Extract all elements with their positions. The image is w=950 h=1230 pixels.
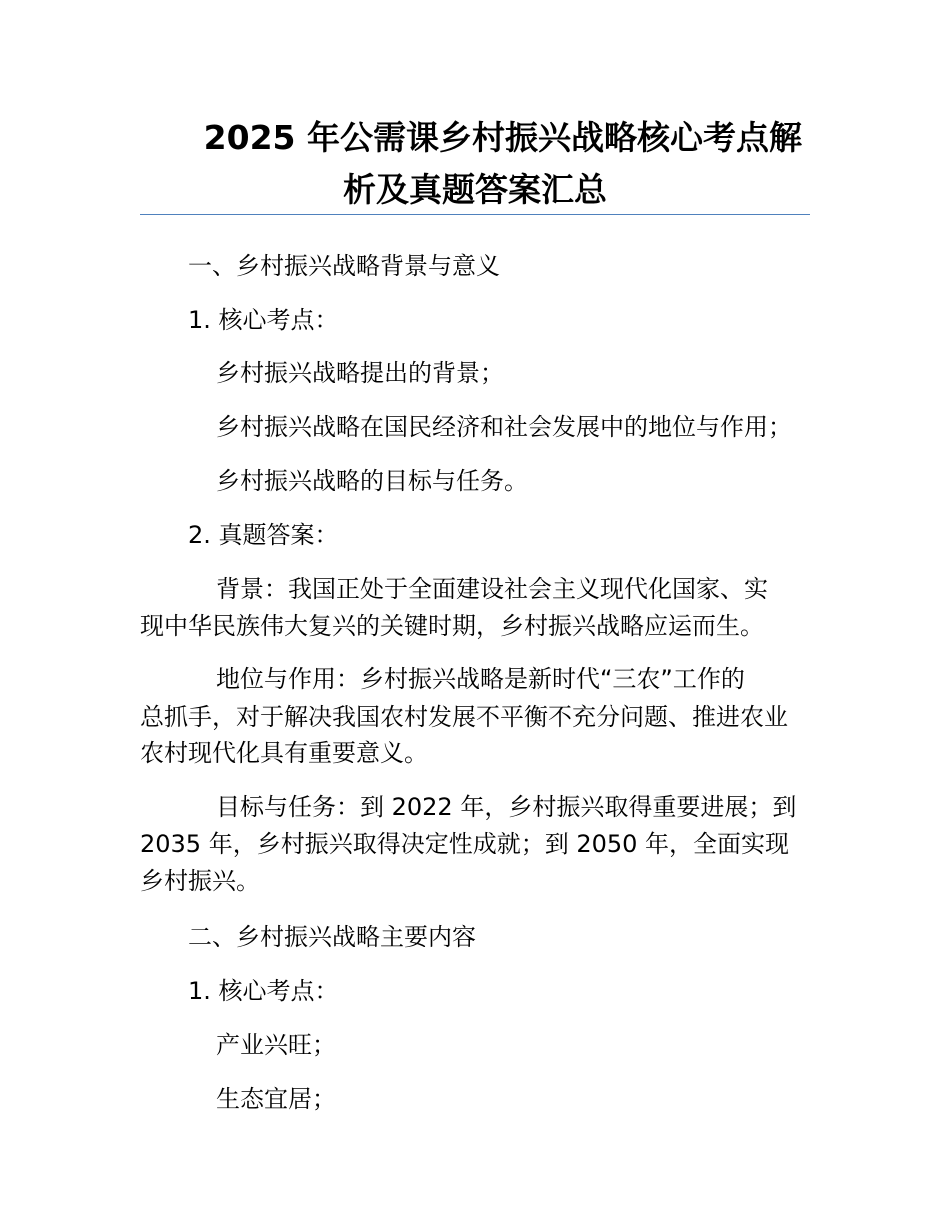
section-1-core-item: 乡村振兴战略在国民经济和社会发展中的地位与作用； (216, 413, 792, 441)
section-2-core-item: 产业兴旺； (216, 1031, 336, 1059)
section-1-core-item: 乡村振兴战略的目标与任务。 (216, 467, 528, 495)
answer-status-line: 地位与作用：乡村振兴战略是新时代“三农”工作的 (216, 665, 745, 693)
answer-status-line: 总抓手，对于解决我国农村发展不平衡不充分问题、推进农业 (140, 703, 788, 731)
title-divider (140, 214, 810, 215)
answer-status-line: 农村现代化具有重要意义。 (140, 739, 428, 767)
section-2-core-item: 生态宜居； (216, 1085, 336, 1113)
answer-goals-line: 目标与任务：到 2022 年，乡村振兴取得重要进展；到 (216, 793, 797, 821)
section-2-core-label: 1. 核心考点： (188, 977, 339, 1005)
answer-goals-line: 乡村振兴。 (140, 867, 260, 895)
section-1-core-item: 乡村振兴战略提出的背景； (216, 359, 504, 387)
answer-background-line: 现中华民族伟大复兴的关键时期，乡村振兴战略应运而生。 (140, 612, 764, 640)
section-1-heading: 一、乡村振兴战略背景与意义 (188, 252, 500, 280)
document-title-line-1: 2025 年公需课乡村振兴战略核心考点解 (203, 118, 802, 157)
section-1-answer-label: 2. 真题答案： (188, 521, 339, 549)
section-1-core-label: 1. 核心考点： (188, 306, 339, 334)
answer-goals-line: 2035 年，乡村振兴取得决定性成就；到 2050 年，全面实现 (140, 830, 790, 858)
section-2-heading: 二、乡村振兴战略主要内容 (188, 923, 476, 951)
document-title-line-2: 析及真题答案汇总 (343, 170, 607, 209)
answer-background-line: 背景：我国正处于全面建设社会主义现代化国家、实 (216, 575, 768, 603)
